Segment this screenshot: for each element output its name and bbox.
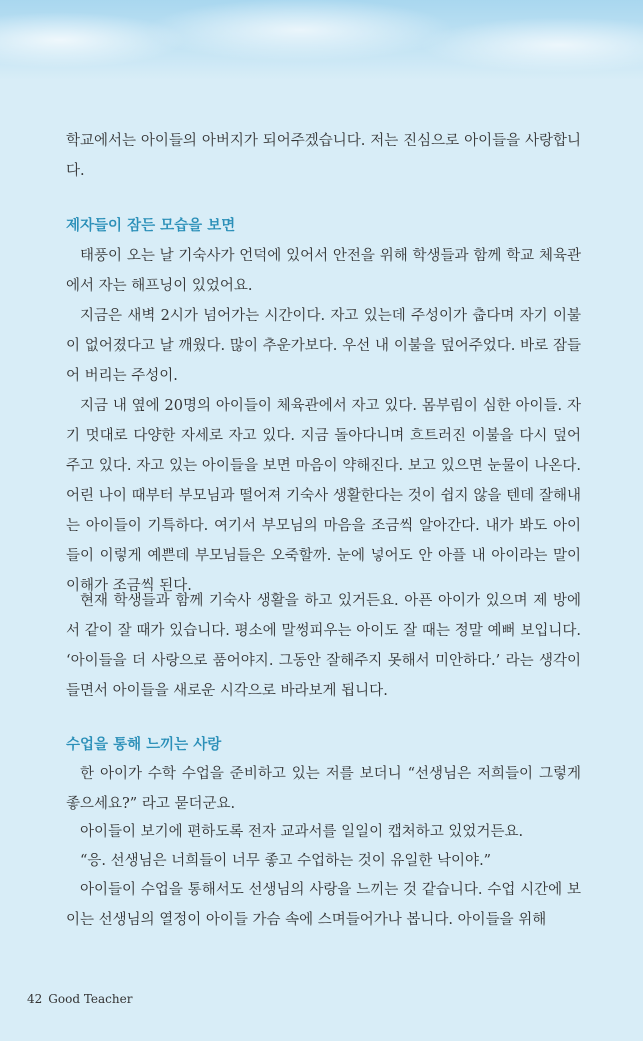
section2-paragraph-3: “응. 선생님은 너희들이 너무 좋고 수업하는 것이 유일한 낙이야.” [80, 853, 492, 869]
section1-paragraph-4: 현재 학생들과 함께 기숙사 생활을 하고 있거든요. 아픈 아이가 있으며 제 방에서 같이 잘 때가 있습니다. 평소에 말썽피우는 아이도 잘 때는 정말 예뻐 보입니다. ‘아이들을 더 사랑으로 품어야지. 그동안 잘해주지 못해서 미안하다.’ 라는 생각이 들면서 아이들을 새로운 시각으로 바라보게 됩니다. [66, 593, 581, 699]
section2-paragraph-2: 아이들이 보기에 편하도록 전자 교과서를 일일이 캡처하고 있었거든요. [80, 824, 524, 840]
page-footer [27, 992, 132, 1006]
section2-paragraph-1: 한 아이가 수학 수업을 준비하고 있는 저를 보더니 “선생님은 저희들이 그렇게 좋으세요?” 라고 묻더군요. [66, 766, 581, 812]
section-heading-class-love: 수업을 통해 느끼는 사랑 [66, 737, 222, 753]
section1-paragraph-2: 지금은 새벽 2시가 넘어가는 시간이다. 자고 있는데 주성이가 춥다며 자기 이불이 없어졌다고 날 깨웠다. 많이 추운가보다. 우선 내 이불을 덮어주었다. 바로 잠들어 버리는 주성이. [66, 308, 581, 384]
magazine-title: Good Teacher [48, 992, 133, 1006]
section1-paragraph-1: 태풍이 오는 날 기숙사가 언덕에 있어서 안전을 위해 학생들과 함께 학교 체육관에서 자는 해프닝이 있었어요. [66, 248, 581, 294]
sky-banner [0, 0, 643, 80]
section-heading-sleeping: 제자들이 잠든 모습을 보면 [66, 218, 236, 234]
page-number: 42 [27, 992, 43, 1006]
intro-paragraph: 학교에서는 아이들의 아버지가 되어주겠습니다. 저는 진심으로 아이들을 사랑합니다. [66, 133, 581, 179]
section2-paragraph-4: 아이들이 수업을 통해서도 선생님의 사랑을 느끼는 것 같습니다. 수업 시간에 보이는 선생님의 열정이 아이들 가슴 속에 스며들어가나 봅니다. 아이들을 위해 [66, 882, 581, 928]
section1-paragraph-3: 지금 내 옆에 20명의 아이들이 체육관에서 자고 있다. 몸부림이 심한 아이들. 자기 멋대로 다양한 자세로 자고 있다. 지금 돌아다니며 흐트러진 이불을 다시 덮어주고 있다. 자고 있는 아이들을 보면 마음이 약해진다. 보고 있으면 눈물이 나온다. 어린 나이 때부터 부모님과 떨어져 기숙사 생활한다는 것이 쉽지 않을 텐데 잘해내는 아이들이 기특하다. 여기서 부모님의 마음을 조금씩 알아간다. 내가 봐도 아이들이 이렇게 예쁜데 부모님들은 오죽할까. 눈에 넣어도 안 아플 내 아이라는 말이 이해가 조금씩 된다. [66, 398, 581, 594]
